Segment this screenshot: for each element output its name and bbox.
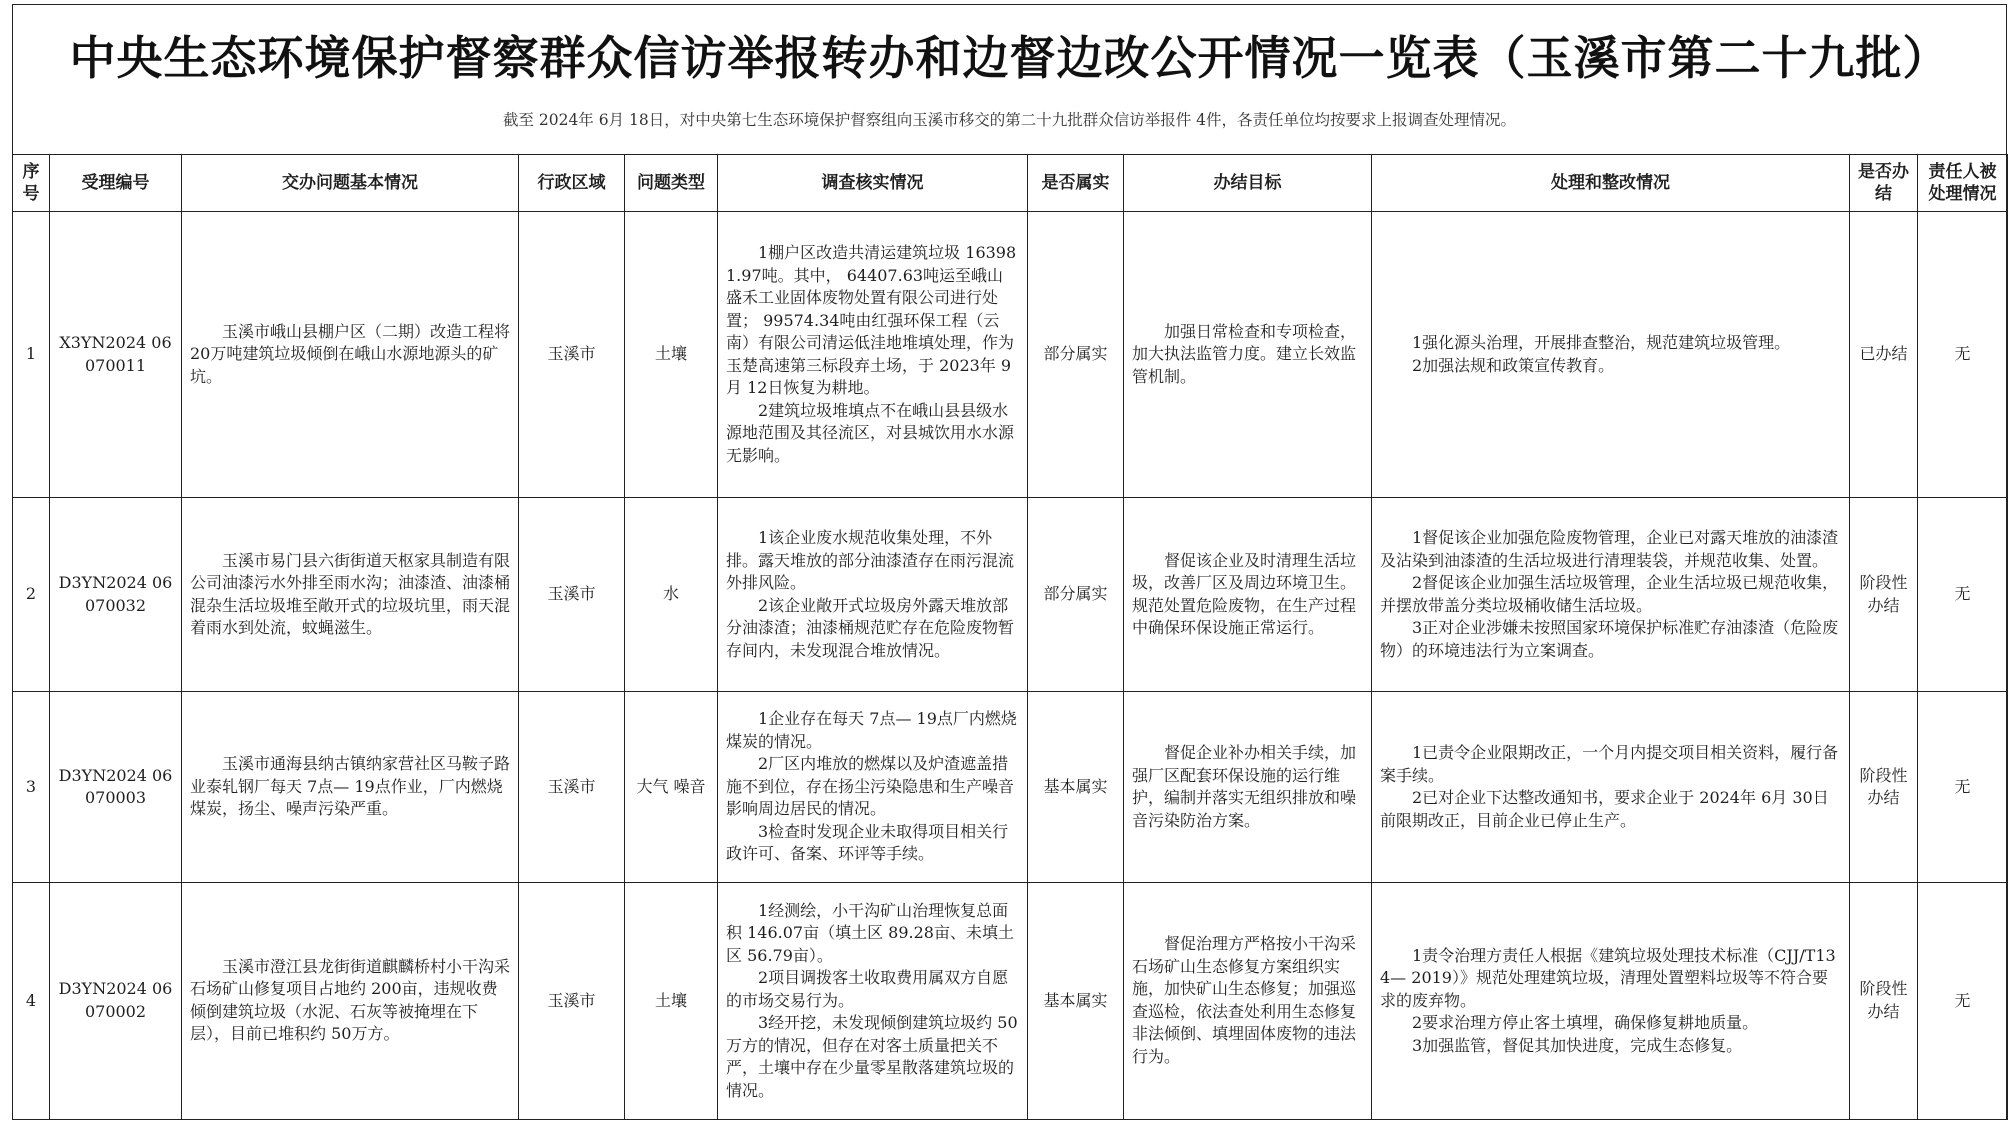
cell-investigation (718, 498, 1028, 692)
cell-closed: 阶段性办结 (1850, 692, 1918, 883)
cell-issue (182, 692, 519, 883)
investigation-item: 1该企业废水规范收集处理，不外排。露天堆放的部分油漆渣存在雨污混流外排风险。 (726, 528, 1015, 593)
rectification-item: 3加强监管，督促其加快进度，完成生态修复。 (1412, 1035, 1743, 1055)
header-punishment: 责任人被处理情况 (1918, 155, 2008, 212)
investigation-item: 1经测绘，小干沟矿山治理恢复总面积 146.07亩（填土区 89.28亩、未填土区 56.79亩）。 (726, 900, 1014, 965)
cell-type: 大气 噪音 (625, 692, 718, 883)
header-row (13, 155, 2008, 212)
report-table (12, 154, 2008, 1120)
rectification-item: 1责令治理方责任人根据《建筑垃圾处理技术标准（CJJ/T134— 2019）》规范处理建筑垃圾，清理处置塑料垃圾等不符合要求的废弃物。 (1380, 945, 1836, 1010)
cell-region: 玉溪市 (519, 498, 625, 692)
cell-investigation (718, 882, 1028, 1119)
cell-rectification (1372, 212, 1850, 498)
target-text: 加强日常检查和专项检查，加大执法监管力度。建立长效监管机制。 (1132, 321, 1357, 386)
investigation-item: 2该企业敞开式垃圾房外露天堆放部分油漆渣；油漆桶规范贮存在危险废物暂存间内，未发现混合堆放情况。 (726, 595, 1015, 660)
cell-code: X3YN2024 06070011 (50, 212, 182, 498)
issue-text: 玉溪市峨山县棚户区（二期）改造工程将 20万吨建筑垃圾倾倒在峨山水源地源头的矿坑。 (190, 321, 511, 386)
table-row (13, 212, 2008, 498)
cell-no: 4 (13, 882, 50, 1119)
header-rectification: 处理和整改情况 (1372, 155, 1850, 212)
cell-no: 1 (13, 212, 50, 498)
header-no: 序号 (13, 155, 50, 212)
cell-punishment: 无 (1918, 882, 2008, 1119)
investigation-item: 2建筑垃圾堆填点不在峨山县县级水源地范围及其径流区，对县城饮用水水源无影响。 (726, 400, 1015, 465)
cell-type: 土壤 (625, 882, 718, 1119)
rectification-item: 2加强法规和政策宣传教育。 (1412, 355, 1615, 375)
cell-target (1124, 692, 1372, 883)
investigation-item: 3检查时发现企业未取得项目相关行政许可、备案、环评等手续。 (726, 821, 1009, 864)
rectification-item: 2已对企业下达整改通知书，要求企业于 2024年 6月 30日前限期改正，目前企业已停止生产。 (1380, 788, 1829, 830)
cell-code: D3YN2024 06070003 (50, 692, 182, 883)
header-target: 办结目标 (1124, 155, 1372, 212)
table-row (13, 692, 2008, 883)
cell-region: 玉溪市 (519, 692, 625, 883)
rectification-item: 2督促该企业加强生活垃圾管理，企业生活垃圾已规范收集，并摆放带盖分类垃圾桶收储生活垃圾。 (1380, 573, 1839, 615)
cell-closed: 阶段性办结 (1850, 498, 1918, 692)
cell-issue (182, 498, 519, 692)
cell-issue (182, 212, 519, 498)
cell-punishment: 无 (1918, 498, 2008, 692)
cell-closed: 已办结 (1850, 212, 1918, 498)
cell-target (1124, 212, 1372, 498)
header-issue: 交办问题基本情况 (182, 155, 519, 212)
header-verified: 是否属实 (1028, 155, 1124, 212)
cell-target (1124, 882, 1372, 1119)
cell-rectification (1372, 498, 1850, 692)
rectification-item: 1已责令企业限期改正，一个月内提交项目相关资料，履行备案手续。 (1380, 743, 1839, 785)
cell-punishment: 无 (1918, 692, 2008, 883)
cell-type: 土壤 (625, 212, 718, 498)
cell-code: D3YN2024 06070002 (50, 882, 182, 1119)
cell-investigation (718, 692, 1028, 883)
table-row (13, 882, 2008, 1119)
page-title: 中央生态环境保护督察群众信访举报转办和边督边改公开情况一览表（玉溪市第二十九批） (69, 31, 1950, 85)
investigation-item: 3经开挖，未发现倾倒建筑垃圾约 50万方的情况，但存在对客土质量把关不严，土壤中存在少量零星散落建筑垃圾的情况。 (726, 1013, 1018, 1100)
cell-no: 3 (13, 692, 50, 883)
header-type: 问题类型 (625, 155, 718, 212)
cell-issue (182, 882, 519, 1119)
cell-type: 水 (625, 498, 718, 692)
header-closed: 是否办结 (1850, 155, 1918, 212)
cell-code: D3YN2024 06070032 (50, 498, 182, 692)
header-investigation: 调查核实情况 (718, 155, 1028, 212)
rectification-item: 1强化源头治理，开展排查整治，规范建筑垃圾管理。 (1412, 333, 1791, 353)
cell-verified: 基本属实 (1028, 882, 1124, 1119)
page-subtitle: 截至 2024年 6月 18日，对中央第七生态环境保护督察组向玉溪市移交的第二十九批群众信访举报件 4件，各责任单位均按要求上报调查处理情况。 (502, 111, 1517, 129)
rectification-item: 1督促该企业加强危险废物管理，企业已对露天堆放的油漆渣及沾染到油漆渣的生活垃圾进行清理装袋，并规范收集、处置。 (1380, 528, 1839, 570)
table-row (13, 498, 2008, 692)
cell-verified: 部分属实 (1028, 498, 1124, 692)
rectification-item: 2要求治理方停止客土填埋，确保修复耕地质量。 (1412, 1013, 1759, 1033)
cell-rectification (1372, 882, 1850, 1119)
investigation-item: 2项目调拨客土收取费用属双方自愿的市场交易行为。 (726, 968, 1009, 1010)
investigation-item: 1棚户区改造共清运建筑垃圾 163981.97吨。其中， 64407.63吨运至峨山盛禾工业固体废物处置有限公司进行处置； 99574.34吨由红强环保工程（云南）有限公司清运低洼地堆填处理，作为玉楚高速第三标段弃土场，于 2023年 9月 12日恢复为耕地。 (726, 243, 1017, 398)
cell-punishment: 无 (1918, 212, 2008, 498)
investigation-item: 2厂区内堆放的燃煤以及炉渣遮盖措施不到位，存在扬尘污染隐患和生产噪音影响周边居民的情况。 (726, 754, 1015, 819)
cell-closed: 阶段性办结 (1850, 882, 1918, 1119)
cell-region: 玉溪市 (519, 212, 625, 498)
cell-rectification (1372, 692, 1850, 883)
cell-target (1124, 498, 1372, 692)
issue-text: 玉溪市易门县六街街道天枢家具制造有限公司油漆污水外排至雨水沟；油漆渣、油漆桶混杂生活垃圾堆至敞开式的垃圾坑里，雨天混着雨水到处流，蚊蝇滋生。 (190, 550, 511, 638)
cell-verified: 基本属实 (1028, 692, 1124, 883)
rectification-item: 3正对企业涉嫌未按照国家环境保护标准贮存油漆渣（危险废物）的环境违法行为立案调查。 (1380, 618, 1839, 660)
issue-text: 玉溪市澄江县龙街街道麒麟桥村小干沟采石场矿山修复项目占地约 200亩，违规收费倾倒建筑垃圾（水泥、石灰等被掩埋在下层），目前已堆积约 50万方。 (190, 956, 511, 1044)
cell-no: 2 (13, 498, 50, 692)
cell-region: 玉溪市 (519, 882, 625, 1119)
issue-text: 玉溪市通海县纳古镇纳家营社区马鞍子路业泰轧钢厂每天 7点— 19点作业，厂内燃烧煤炭，扬尘、噪声污染严重。 (190, 754, 511, 819)
cell-verified: 部分属实 (1028, 212, 1124, 498)
target-text: 督促该企业及时清理生活垃圾，改善厂区及周边环境卫生。规范处置危险废物，在生产过程中确保环保设施正常运行。 (1132, 550, 1357, 638)
target-text: 督促企业补办相关手续，加强厂区配套环保设施的运行维护，编制并落实无组织排放和噪音污染防治方案。 (1132, 743, 1357, 830)
cell-investigation (718, 212, 1028, 498)
header-region: 行政区域 (519, 155, 625, 212)
header-code: 受理编号 (50, 155, 182, 212)
target-text: 督促治理方严格按小干沟采石场矿山生态修复方案组织实施，加快矿山生态修复；加强巡查巡检，依法查处利用生态修复非法倾倒、填埋固体废物的违法行为。 (1132, 934, 1357, 1066)
investigation-item: 1企业存在每天 7点— 19点厂内燃烧煤炭的情况。 (726, 709, 1017, 751)
